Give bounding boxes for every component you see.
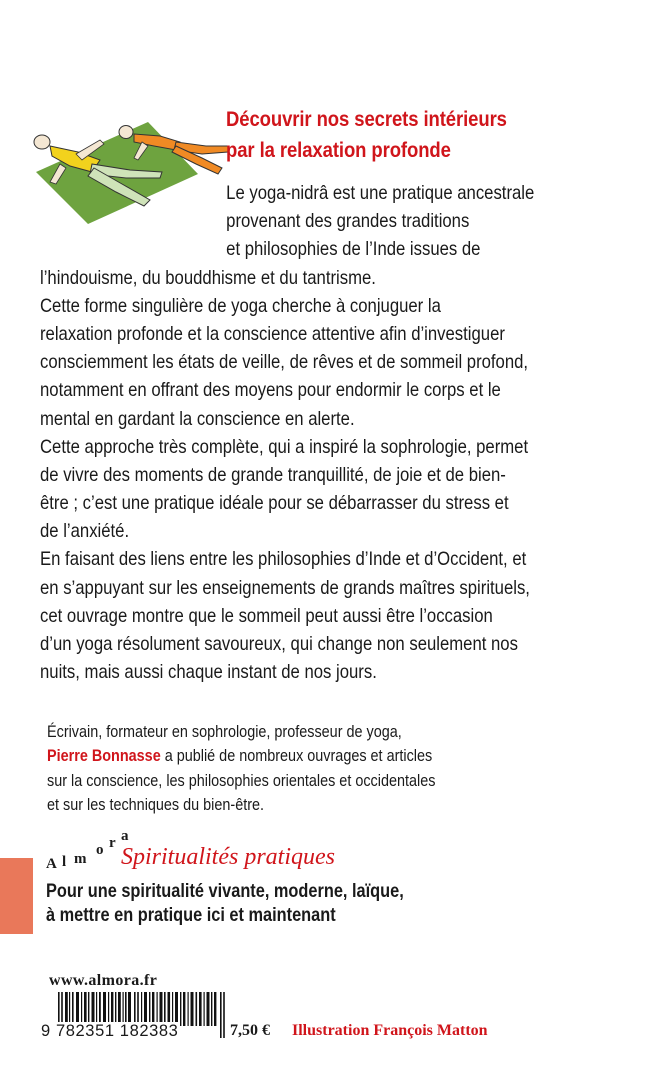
collection-logo (46, 830, 546, 880)
description-line: Le yoga-nidrâ est une pratique ancestrale (226, 183, 535, 204)
description-line: provenant des grandes traditions (226, 211, 470, 233)
author-name: Pierre Bonnasse (47, 747, 161, 766)
publisher-logo-letter: A (46, 856, 57, 872)
price: 7,50 € (230, 1022, 270, 1039)
tagline-line-2: à mettre en pratique ici et maintenant (46, 905, 336, 926)
headline-line-2: par la relaxation profonde (226, 138, 451, 162)
description-line: de l’anxiété. (40, 521, 130, 543)
description-line: En faisant des liens entre les philosophies d’Inde et d’Occident, et (40, 549, 527, 571)
bio-line: et sur les techniques du bien-être. (47, 796, 265, 815)
publisher-logo-letter: o (96, 842, 104, 858)
bio-line (47, 744, 581, 768)
headline (226, 104, 587, 166)
description-line: et philosophies de l’Inde issues de (226, 239, 481, 261)
description-line: de vivre des moments de grande tranquillité, de joie et de bien- (40, 464, 506, 486)
author-bio (47, 720, 581, 818)
tagline-line-1: Pour une spiritualité vivante, moderne, laïque, (46, 881, 404, 902)
description-line: mental en gardant la conscience en alerte. (40, 408, 355, 430)
publisher-logo-letter: m (74, 851, 87, 867)
description-line: consciemment les états de veille, de rêves et de sommeil profond, (40, 352, 529, 374)
description-line: nuits, mais aussi chaque instant de nos jours. (40, 662, 377, 684)
isbn-number: 9 782351 182383 (41, 1022, 179, 1040)
description-line: Cette forme singulière de yoga cherche à conjuguer la (40, 295, 441, 317)
collection-tagline (46, 880, 493, 928)
isbn-digits (40, 1022, 240, 1041)
publisher-logo-letter: l (62, 854, 67, 870)
illustration-credit: Illustration François Matton (292, 1022, 488, 1039)
description-line: Cette approche très complète, qui a inspiré la sophrologie, permet (40, 436, 529, 458)
publisher-website: www.almora.fr (49, 972, 158, 989)
description-line: en s’appuyant sur les enseignements de grands maîtres spirituels, (40, 577, 530, 599)
bio-line: sur la conscience, les philosophies orientales et occidentales (47, 771, 436, 790)
description-line: l’hindouisme, du bouddhisme et du tantrisme. (40, 267, 376, 289)
description-line: cet ouvrage montre que le sommeil peut aussi être l’occasion (40, 605, 493, 627)
bio-line: Écrivain, formateur en sophrologie, professeur de yoga, (47, 723, 402, 741)
bio-line-rest: a publié de nombreux ouvrages et articles (160, 747, 433, 766)
description-line: notamment en offrant des moyens pour endormir le corps et le (40, 380, 501, 402)
description-line: d’un yoga résolument savoureux, qui change non seulement nos (40, 634, 518, 655)
publisher-logo-letter: a (121, 828, 129, 844)
series-name: Spiritualités pratiques (121, 844, 336, 870)
collection-color-tab (0, 858, 33, 934)
publisher-logo-letter: r (109, 835, 116, 851)
description-line: être ; c’est une pratique idéale pour se débarrasser du stress et (40, 493, 509, 515)
description-text (40, 180, 562, 687)
headline-line-1: Découvrir nos secrets intérieurs (226, 107, 507, 131)
description-line: relaxation profonde et la conscience attentive afin d’investiguer (40, 323, 505, 345)
